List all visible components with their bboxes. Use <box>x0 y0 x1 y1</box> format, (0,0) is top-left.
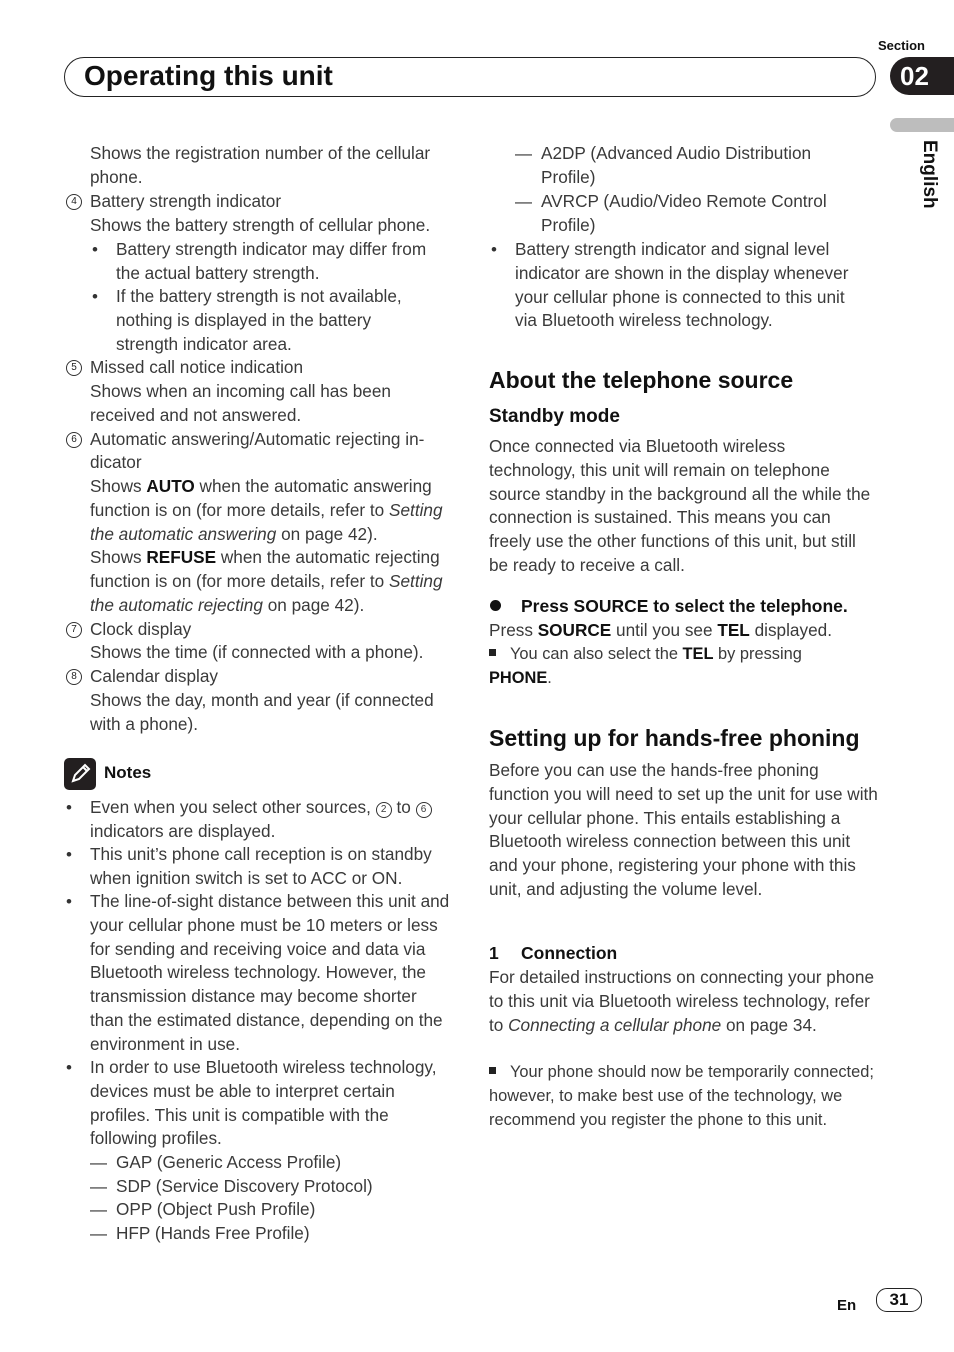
note-4: In order to use Bluetooth wireless technology, devices must be able to interpret certain profiles. This unit is compatible with the following profiles. <box>90 1057 437 1149</box>
item6-refuse-desc: Shows REFUSE when the automatic rejecting function is on (for more details, refer to Setting the automatic rejecting on page 42). <box>90 547 443 615</box>
item3-desc: Shows the registration number of the cellular phone. <box>90 143 431 187</box>
dash: — <box>90 1153 107 1172</box>
also-text: You can also select the TEL by pressing PHONE. <box>489 645 802 687</box>
item4-bullet1: Battery strength indicator may differ from the actual battery strength. <box>116 239 427 283</box>
dash: — <box>90 1177 107 1196</box>
dash: — <box>515 144 532 163</box>
profile-gap: GAP (Generic Access Profile) <box>116 1152 342 1172</box>
bullet: • <box>92 287 98 306</box>
profile-opp: OPP (Object Push Profile) <box>116 1199 316 1219</box>
item4-bullet2: If the battery strength is not available, nothing is displayed in the battery strength indicator area. <box>116 286 402 354</box>
note-2: This unit’s phone call reception is on standby when ignition switch is set to ACC or ON. <box>90 844 432 888</box>
item6-auto-desc: Shows AUTO when the automatic answering function is on (for more details, refer to Setting the automatic answering on page 42). <box>90 476 443 544</box>
profile-hfp: HFP (Hands Free Profile) <box>116 1223 310 1243</box>
page-number: 31 <box>876 1288 922 1312</box>
step-number: 1 <box>489 943 499 963</box>
square-bullet-icon <box>489 1067 496 1074</box>
item7-label: Clock display <box>90 619 192 639</box>
bullet: • <box>491 240 497 259</box>
note-5: Battery strength indicator and signal level indicator are shown in the display whenever your cellular phone is connected to this unit via Bluetooth wireless technology. <box>515 239 849 331</box>
telephone-heading: About the telephone source <box>489 367 794 393</box>
profile-sdp: SDP (Service Discovery Protocol) <box>116 1176 373 1196</box>
step-bullet-icon <box>490 600 501 611</box>
item5-num: 5 <box>66 360 82 376</box>
dash: — <box>90 1224 107 1243</box>
footer-lang: En <box>837 1297 857 1314</box>
handsfree-heading: Setting up for hands-free phoning <box>489 725 860 751</box>
note-1: Even when you select other sources, 2 to 6 indicators are displayed. <box>90 796 450 844</box>
connection-note: Your phone should now be temporarily connected; however, to make best use of the technology, we recommend you register the phone to this unit. <box>489 1063 874 1129</box>
item6-num: 6 <box>66 432 82 448</box>
standby-text: Once connected via Bluetooth wireless technology, this unit will remain on telephone source standby in the background all the while the connection is sustained. This means you can freely use the other functions of this unit, but still be ready to receive a call. <box>489 436 871 575</box>
dash: — <box>515 192 532 211</box>
item4-desc: Shows the battery strength of cellular phone. <box>90 215 431 235</box>
bullet: • <box>92 240 98 259</box>
handsfree-text: Before you can use the hands-free phoning function you will need to set up the unit for use with your cellular phone. This entails establishing a Bluetooth wireless connection between this unit and your phone, registering your phone with this unit, and adjusting the volume level. <box>489 760 878 899</box>
section-label: Section <box>878 38 925 53</box>
item5-desc: Shows when an incoming call has been received and not answered. <box>90 381 391 425</box>
page-title: Operating this unit <box>84 60 333 91</box>
section-number: 02 <box>890 57 954 95</box>
profile-avrcp: AVRCP (Audio/Video Remote Control Profile) <box>541 191 827 235</box>
language-tab: English <box>919 140 940 209</box>
item6-label-line2: dicator <box>90 452 142 472</box>
notes-title: Notes <box>104 763 152 782</box>
item5-label: Missed call notice indication <box>90 357 304 377</box>
item4-num: 4 <box>66 194 82 210</box>
press-text: Press SOURCE until you see TEL displayed. <box>489 620 832 640</box>
standby-heading: Standby mode <box>489 406 620 427</box>
bullet: • <box>66 1058 72 1077</box>
bullet: • <box>66 798 72 817</box>
item7-desc: Shows the time (if connected with a phone). <box>90 642 424 662</box>
connection-text: For detailed instructions on connecting your phone to this unit via Bluetooth wireless technology, refer to Connecting a cellular phone on page 34. <box>489 967 875 1035</box>
item8-desc: Shows the day, month and year (if connected with a phone). <box>90 690 434 734</box>
bullet: • <box>66 892 72 911</box>
profile-a2dp: A2DP (Advanced Audio Distribution Profile) <box>541 143 812 187</box>
step-title: Connection <box>521 943 618 963</box>
item6-label-line1: Automatic answering/Automatic rejecting in- <box>90 429 425 449</box>
item8-label: Calendar display <box>90 666 219 686</box>
press-heading: Press SOURCE to select the telephone. <box>521 596 848 616</box>
language-tab-bar <box>890 118 954 132</box>
dash: — <box>90 1200 107 1219</box>
item8-num: 8 <box>66 669 82 685</box>
notes-pencil-icon <box>64 758 96 790</box>
note-3: The line-of-sight distance between this unit and your cellular phone must be 10 meters or less for sending and receiving voice and data via Bluetooth wireless technology. However, the transmission distance may become shorter than the estimated distance, depending on the environment in use. <box>90 891 450 1054</box>
bullet: • <box>66 845 72 864</box>
item7-num: 7 <box>66 622 82 638</box>
item4-label: Battery strength indicator <box>90 191 282 211</box>
square-bullet-icon <box>489 649 496 656</box>
